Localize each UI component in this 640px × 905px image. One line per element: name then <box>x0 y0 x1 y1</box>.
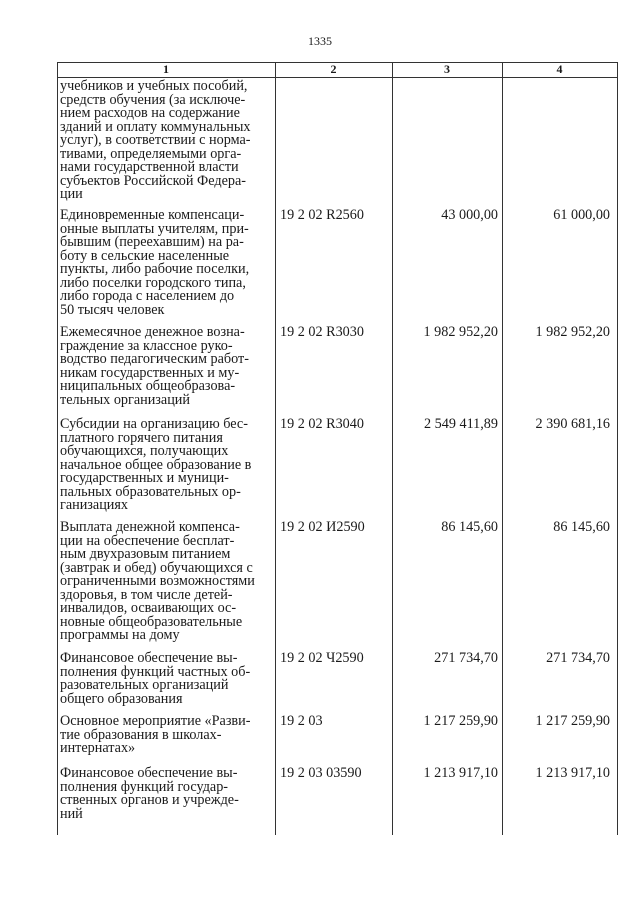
row-name: Основное мероприятие «Разви- тие образования в школах- интернатах» <box>60 713 251 756</box>
header-col-4: 4 <box>556 62 563 76</box>
row-value-col4: 1 217 259,90 <box>535 713 610 729</box>
row-value-col3: 1 213 917,10 <box>423 765 498 781</box>
column-divider-1 <box>275 62 276 835</box>
row-value-col4: 61 000,00 <box>553 207 610 223</box>
table-right-border <box>617 62 618 835</box>
row-value-col3: 1 982 952,20 <box>423 324 498 340</box>
row-name: Выплата денежной компенса- ции на обеспечение бесплат- ным двухразовым питанием (завтрак и обед) обучающихся с ограниченными возможностями здоровья, в том числе детей- инвалидов, осваивающих ос- новные общеобразовательные программы на дому <box>60 519 255 643</box>
row-code: 19 2 03 <box>280 713 323 729</box>
row-value-col3: 86 145,60 <box>441 519 498 535</box>
header-col-1: 1 <box>163 62 169 76</box>
row-name: Единовременные компенсаци- онные выплаты учителям, при- бывшим (переехавшим) на ра- боту в сельские населенные пункты, либо рабочие поселки, либо поселки городского типа, либо города с населением до 50 тысяч человек <box>60 207 250 318</box>
header-col-2: 2 <box>330 62 337 76</box>
row-value-col4: 1 982 952,20 <box>535 324 610 340</box>
row-code: 19 2 02 Ч2590 <box>280 650 364 666</box>
row-code: 19 2 02 И2590 <box>280 519 365 535</box>
row-name: Субсидии на организацию бес- платного горячего питания обучающихся, получающих начальное общее образование в государственных и муници- пальных образовательных ор- ганизациях <box>60 416 252 513</box>
row-value-col3: 271 734,70 <box>434 650 498 666</box>
page-number: 1335 <box>308 34 332 48</box>
row-value-col4: 271 734,70 <box>546 650 610 666</box>
row-value-col4: 2 390 681,16 <box>535 416 610 432</box>
row-value-col3: 43 000,00 <box>441 207 498 223</box>
row-name: Ежемесячное денежное возна- граждение за классное руко- водство педагогическим работ- никам государственных и му- ниципальных общеобразова- тельных организаций <box>60 324 249 408</box>
row-value-col4: 1 213 917,10 <box>535 765 610 781</box>
row-value-col3: 2 549 411,89 <box>424 416 498 432</box>
header-col-3: 3 <box>444 62 450 76</box>
row-code: 19 2 03 03590 <box>280 765 362 781</box>
row-code: 19 2 02 R3040 <box>280 416 364 432</box>
row-name: Финансовое обеспечение вы- полнения функций государ- ственных органов и учрежде- ний <box>60 765 239 822</box>
row-value-col4: 86 145,60 <box>553 519 610 535</box>
row-name: учебников и учебных пособий, средств обучения (за исключе- нием расходов на содержание зданий и оплату коммунальных услуг), в соответствии с норма- тивами, определяемыми орга- нами государственной власти субъектов Российской Федера- ции <box>60 78 251 202</box>
table-left-border <box>57 62 58 835</box>
row-value-col3: 1 217 259,90 <box>423 713 498 729</box>
row-code: 19 2 02 R2560 <box>280 207 364 223</box>
row-code: 19 2 02 R3030 <box>280 324 364 340</box>
row-name: Финансовое обеспечение вы- полнения функций частных об- разовательных организаций общего образования <box>60 650 251 707</box>
